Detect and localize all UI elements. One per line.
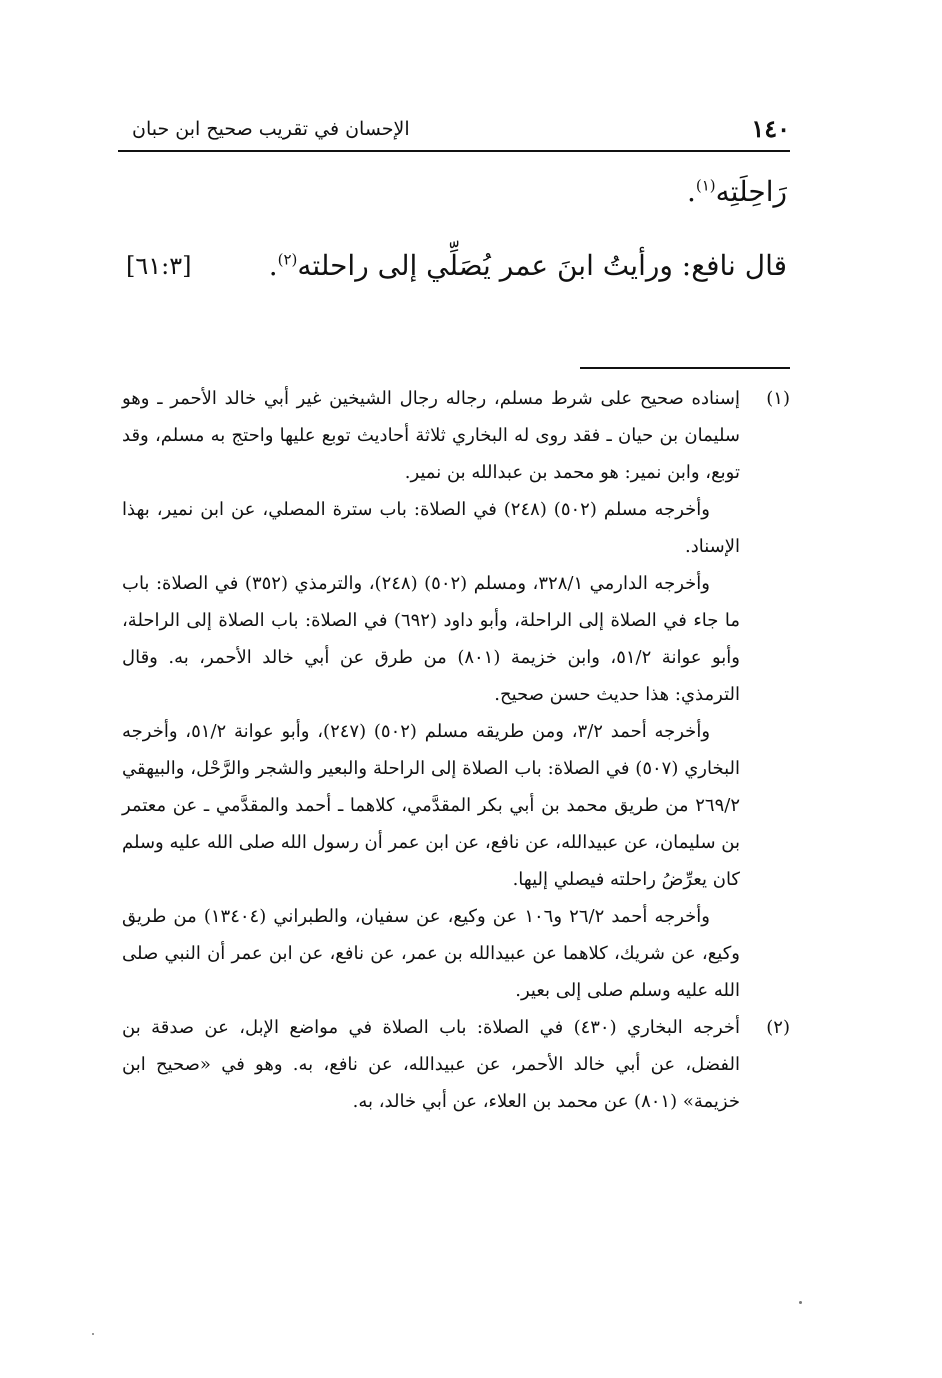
scan-speck <box>799 1301 802 1304</box>
main-text-line-2 <box>118 246 787 286</box>
hadith-text: قال نافع: ورأيتُ ابنَ عمر يُصَلِّي إلى راحلته <box>297 249 787 282</box>
main-text-line-1 <box>118 172 787 212</box>
footnote-1 <box>122 380 790 1009</box>
footnote-paragraph: وأخرجه أحمد ٢٦/٢ و١٠٦ عن وكيع، عن سفيان، والطبراني (١٣٤٠٤) من طريق وكيع، عن شريك، كلاهما عن عبيدالله بن عمر، عن نافع، عن ابن عمر أن النبي صلى الله عليه وسلم صلى إلى بعير. <box>122 906 740 1001</box>
scan-speck <box>92 1333 94 1335</box>
footnote-paragraph: إسناده صحيح على شرط مسلم، رجاله رجال الشيخين غير أبي خالد الأحمر ـ وهو سليمان بن حيان ـ فقد روى له البخاري ثلاثة أحاديث توبع عليها واحتج به مسلم، وقد توبع، وابن نمير: هو محمد بن عبدالله بن نمير. <box>122 388 740 483</box>
footnote-2 <box>122 1009 790 1120</box>
footnote-paragraph: وأخرجه الدارمي ٣٢٨/١، ومسلم (٥٠٢) (٢٤٨)، والترمذي (٣٥٢) في الصلاة: باب ما جاء في الصلاة إلى الراحلة، وأبو داود (٦٩٢) في الصلاة: باب الصلاة إلى الراحلة، وأبو عوانة ٥١/٢، وابن خزيمة (٨٠١) من طرق عن أبي خالد الأحمر، به. وقال الترمذي: هذا حديث حسن صحيح. <box>122 573 740 705</box>
footnote-paragraph: وأخرجه أحمد ٣/٢، ومن طريقه مسلم (٥٠٢) (٢٤٧)، وأبو عوانة ٥١/٢، وأخرجه البخاري (٥٠٧) في الصلاة: باب الصلاة إلى الراحلة والبعير والشجر والرَّحْل، والبيهقي ٢٦٩/٢ من طريق محمد بن أبي بكر المقدَّمي، كلاهما ـ أحمد والمقدَّمي ـ عن معتمر بن سليمان، عن عبيدالله، عن نافع، عن ابن عمر أن رسول الله صلى الله عليه وسلم كان يعرِّضُ راحلته فيصلي إليها. <box>122 721 740 890</box>
page-header <box>118 114 790 152</box>
footnote-marker-1: (١) <box>695 176 716 195</box>
main-text-period: . <box>686 175 696 208</box>
footnotes <box>122 380 790 1120</box>
running-title: الإحسان في تقريب صحيح ابن حبان <box>132 118 410 140</box>
footnote-marker-2: (٢) <box>277 250 298 269</box>
footnote-number: (٢) <box>766 1017 790 1038</box>
page-number: ١٤٠ <box>751 114 790 143</box>
main-text-period: . <box>268 249 278 282</box>
footnote-separator <box>580 367 790 369</box>
hadith-reference: [٦١:٣] <box>126 252 192 280</box>
footnote-paragraph: أخرجه البخاري (٤٣٠) في الصلاة: باب الصلاة في مواضع الإبل، عن صدقة بن الفضل، عن أبي خالد الأحمر، عن عبيدالله، عن نافع، به. وهو في «صحيح ابن خزيمة» (٨٠١) عن محمد بن العلاء، عن أبي خالد، به. <box>122 1017 741 1112</box>
footnote-paragraph: وأخرجه مسلم (٥٠٢) (٢٤٨) في الصلاة: باب سترة المصلي، عن ابن نمير، بهذا الإسناد. <box>122 499 740 557</box>
footnote-number: (١) <box>766 388 790 409</box>
main-text-fragment: رَاحِلَتِه <box>715 175 787 208</box>
